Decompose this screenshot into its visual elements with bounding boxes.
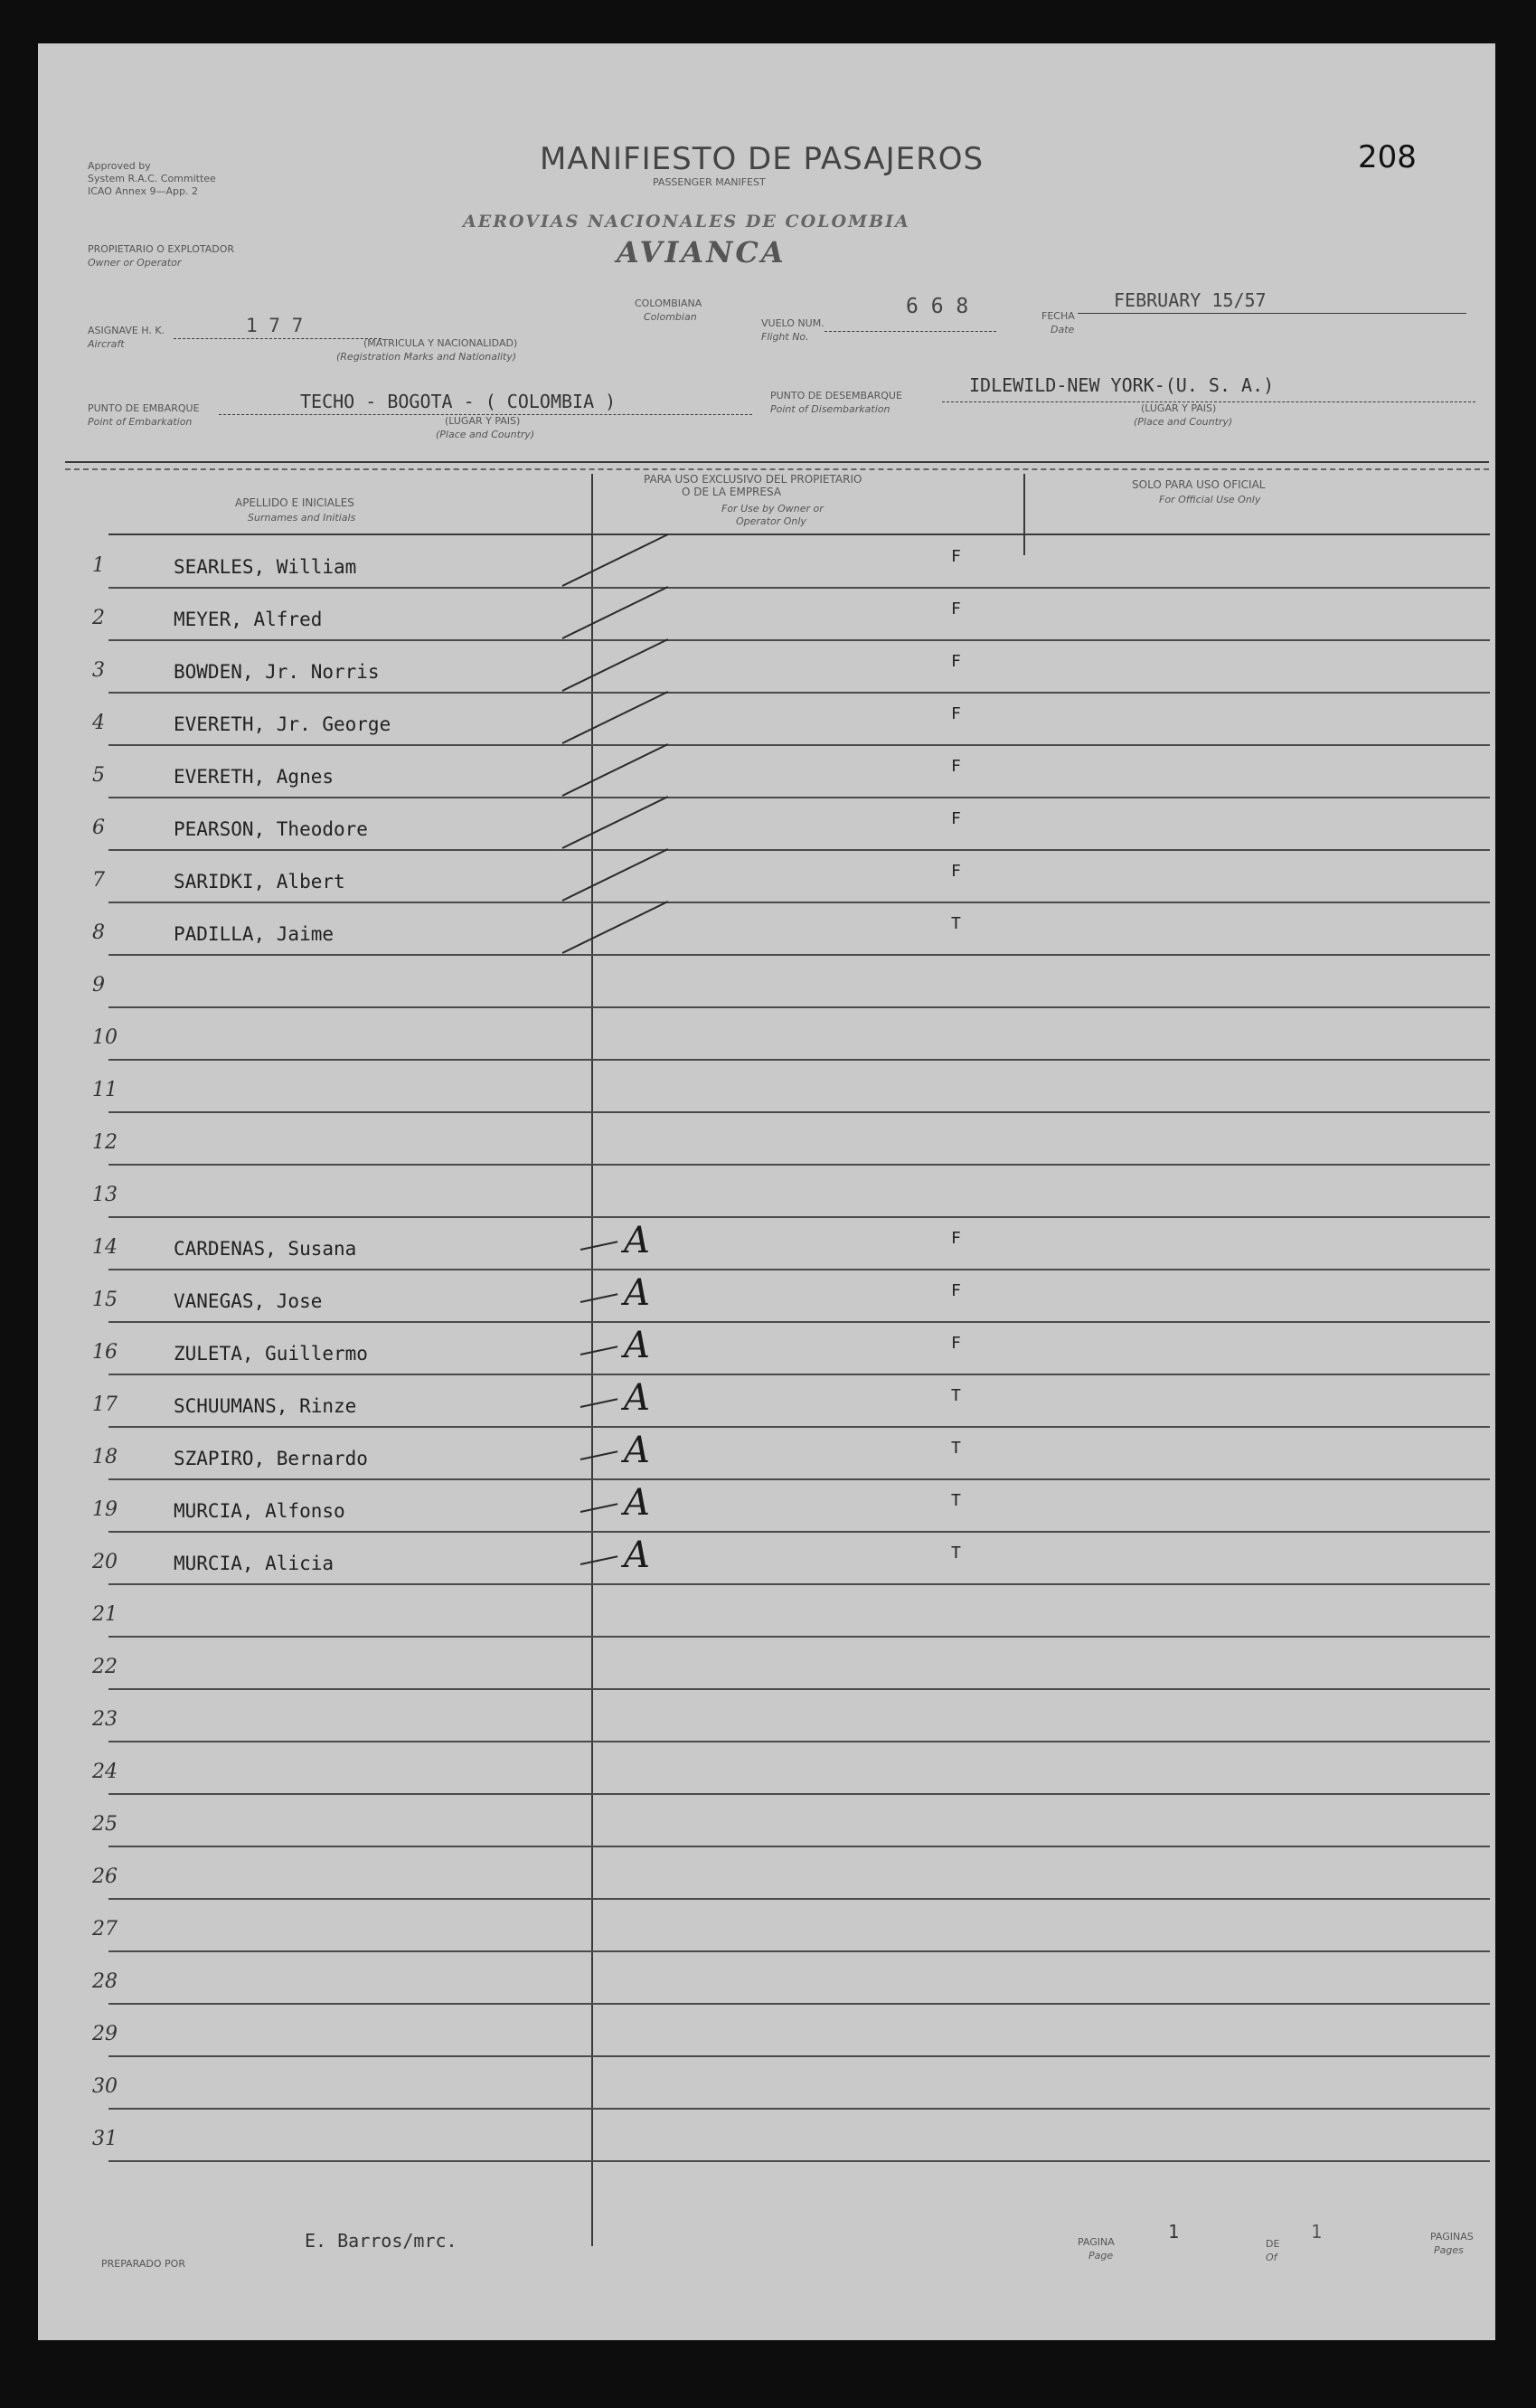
row-rule bbox=[108, 1006, 1490, 1008]
passenger-code: T bbox=[951, 1544, 961, 1563]
row-rule bbox=[108, 1793, 1490, 1795]
row-rule bbox=[108, 1846, 1490, 1847]
hand-dash-mark bbox=[580, 1346, 617, 1355]
date-label-en: Date bbox=[1051, 324, 1075, 335]
row-number: 28 bbox=[92, 1970, 118, 1993]
row-number: 2 bbox=[92, 607, 105, 629]
hand-a-mark: A bbox=[624, 1430, 650, 1471]
aircraft-label: ASIGNAVE H. K. bbox=[88, 325, 165, 336]
manifest-title-en: PASSENGER MANIFEST bbox=[653, 176, 766, 188]
row-rule bbox=[108, 2003, 1490, 2005]
hand-a-mark: A bbox=[624, 1535, 650, 1576]
row-rule bbox=[108, 1583, 1490, 1585]
row-number: 12 bbox=[92, 1131, 118, 1154]
row-number: 3 bbox=[92, 659, 105, 682]
passenger-name: SZAPIRO, Bernardo bbox=[174, 1448, 368, 1469]
hand-a-mark: A bbox=[624, 1377, 650, 1419]
approval-line-3: ICAO Annex 9—App. 2 bbox=[88, 185, 198, 197]
embark-place-label-en: (Place and Country) bbox=[436, 429, 535, 440]
passenger-code: F bbox=[951, 547, 961, 566]
row-number: 20 bbox=[92, 1551, 118, 1573]
aircraft-line bbox=[174, 338, 382, 339]
row-rule bbox=[108, 2055, 1490, 2057]
pages-label: PAGINAS bbox=[1430, 2231, 1474, 2243]
hand-dash-mark bbox=[580, 1293, 617, 1303]
of-label: DE bbox=[1266, 2238, 1280, 2250]
header-rule-dashed bbox=[65, 468, 1489, 470]
row-number: 24 bbox=[92, 1761, 118, 1783]
passenger-code: F bbox=[951, 1334, 961, 1353]
row-number: 9 bbox=[92, 974, 105, 996]
row-number: 25 bbox=[92, 1813, 118, 1836]
page-label-en: Page bbox=[1088, 2250, 1114, 2262]
row-rule bbox=[108, 1478, 1490, 1480]
row-number: 17 bbox=[92, 1393, 118, 1416]
hand-check-mark bbox=[562, 848, 669, 902]
disembark-place-label: (LUGAR Y PAIS) bbox=[1141, 402, 1217, 414]
row-number: 1 bbox=[92, 554, 105, 577]
row-number: 10 bbox=[92, 1026, 118, 1049]
hand-check-mark bbox=[562, 691, 669, 744]
hand-check-mark bbox=[562, 901, 669, 954]
row-number: 29 bbox=[92, 2023, 118, 2045]
hand-check-mark bbox=[562, 796, 669, 849]
passenger-name: EVERETH, Agnes bbox=[174, 766, 335, 788]
row-rule bbox=[108, 902, 1490, 903]
row-rule bbox=[108, 1950, 1490, 1952]
row-rule bbox=[108, 797, 1490, 798]
surname-column-header-en: Surnames and Initials bbox=[248, 512, 356, 524]
row-rule bbox=[108, 1531, 1490, 1533]
nationality-value-en: Colombian bbox=[644, 311, 697, 323]
row-rule bbox=[108, 1216, 1490, 1218]
row-rule bbox=[108, 954, 1490, 956]
embark-place-label: (LUGAR Y PAIS) bbox=[445, 415, 521, 427]
official-use-header: SOLO PARA USO OFICIAL bbox=[1132, 478, 1266, 491]
airline-full-name: AEROVIAS NACIONALES DE COLOMBIA bbox=[463, 212, 910, 231]
of-value: 1 bbox=[1311, 2221, 1323, 2243]
pages-label-en: Pages bbox=[1434, 2244, 1464, 2256]
column-divider-1 bbox=[591, 474, 593, 2246]
hand-dash-mark bbox=[580, 1241, 617, 1251]
passenger-name: CARDENAS, Susana bbox=[174, 1238, 357, 1260]
hand-check-mark bbox=[562, 534, 669, 587]
flight-label-en: Flight No. bbox=[761, 331, 809, 343]
header-rule-top bbox=[65, 461, 1489, 463]
row-number: 7 bbox=[92, 869, 105, 892]
row-number: 14 bbox=[92, 1236, 118, 1259]
passenger-code: F bbox=[951, 862, 961, 881]
passenger-code: F bbox=[951, 809, 961, 828]
page-value: 1 bbox=[1168, 2221, 1180, 2243]
row-number: 31 bbox=[92, 2128, 118, 2150]
disembark-label: PUNTO DE DESEMBARQUE bbox=[770, 390, 902, 401]
manifest-sheet bbox=[38, 43, 1495, 2340]
passenger-name: SEARLES, William bbox=[174, 556, 357, 578]
date-value: FEBRUARY 15/57 bbox=[1114, 289, 1267, 311]
hand-check-mark bbox=[562, 638, 669, 692]
owner-use-header-2: O DE LA EMPRESA bbox=[682, 486, 782, 498]
disembark-label-en: Point of Disembarkation bbox=[770, 403, 891, 415]
passenger-code: F bbox=[951, 704, 961, 723]
hand-dash-mark bbox=[580, 1555, 617, 1565]
owner-use-header-1: PARA USO EXCLUSIVO DEL PROPIETARIO bbox=[644, 473, 862, 486]
passenger-code: F bbox=[951, 600, 961, 619]
row-rule bbox=[108, 1374, 1490, 1375]
row-number: 5 bbox=[92, 764, 105, 787]
row-number: 6 bbox=[92, 817, 105, 839]
nationality-value: COLOMBIANA bbox=[635, 297, 702, 309]
prepared-by-value: E. Barros/mrc. bbox=[305, 2230, 457, 2252]
hand-dash-mark bbox=[580, 1450, 617, 1460]
row-rule bbox=[108, 1741, 1490, 1742]
owner-label-en: Owner or Operator bbox=[88, 257, 182, 269]
flight-label: VUELO NUM. bbox=[761, 317, 825, 329]
page-number: 208 bbox=[1358, 139, 1417, 175]
row-number: 16 bbox=[92, 1341, 118, 1364]
passenger-name: SCHUUMANS, Rinze bbox=[174, 1395, 357, 1417]
row-rule bbox=[108, 1898, 1490, 1900]
passenger-code: F bbox=[951, 1281, 961, 1300]
column-divider-2 bbox=[1023, 474, 1025, 555]
row-rule bbox=[108, 1426, 1490, 1428]
passenger-code: F bbox=[951, 1229, 961, 1248]
row-rule bbox=[108, 1688, 1490, 1690]
passenger-code: T bbox=[951, 1386, 961, 1405]
passenger-name: MURCIA, Alicia bbox=[174, 1553, 335, 1574]
passenger-name: MURCIA, Alfonso bbox=[174, 1500, 345, 1522]
row-rule bbox=[108, 1059, 1490, 1061]
hand-dash-mark bbox=[580, 1398, 617, 1408]
row-number: 30 bbox=[92, 2075, 118, 2098]
passenger-name: VANEGAS, Jose bbox=[174, 1290, 323, 1312]
row-number: 23 bbox=[92, 1708, 118, 1731]
aircraft-value: 1 7 7 bbox=[246, 315, 304, 336]
row-number: 22 bbox=[92, 1656, 118, 1678]
airline-name: AVIANCA bbox=[617, 235, 787, 269]
registration-label-en: (Registration Marks and Nationality) bbox=[336, 351, 517, 363]
passenger-name: ZULETA, Guillermo bbox=[174, 1343, 368, 1365]
hand-a-mark: A bbox=[624, 1325, 650, 1366]
row-number: 26 bbox=[92, 1865, 118, 1888]
row-rule bbox=[108, 744, 1490, 746]
registration-label: (MATRICULA Y NACIONALIDAD) bbox=[363, 337, 518, 349]
of-label-en: Of bbox=[1266, 2252, 1277, 2263]
row-number: 15 bbox=[92, 1289, 118, 1311]
passenger-name: PADILLA, Jaime bbox=[174, 923, 335, 945]
row-number: 11 bbox=[92, 1079, 118, 1101]
owner-use-header-en-1: For Use by Owner or bbox=[721, 503, 824, 515]
passenger-code: F bbox=[951, 757, 961, 776]
disembark-value: IDLEWILD-NEW YORK-(U. S. A.) bbox=[969, 374, 1275, 396]
row-rule bbox=[108, 1269, 1490, 1270]
row-number: 18 bbox=[92, 1446, 118, 1468]
embark-label-en: Point of Embarkation bbox=[88, 416, 193, 428]
approval-line-2: System R.A.C. Committee bbox=[88, 173, 216, 184]
manifest-title: MANIFIESTO DE PASAJEROS bbox=[540, 141, 985, 177]
flight-value: 6 6 8 bbox=[906, 295, 969, 318]
passenger-name: PEARSON, Theodore bbox=[174, 818, 368, 840]
row-number: 4 bbox=[92, 712, 105, 734]
embark-value: TECHO - BOGOTA - ( COLOMBIA ) bbox=[300, 391, 617, 412]
row-number: 19 bbox=[92, 1498, 118, 1521]
row-number: 8 bbox=[92, 921, 105, 944]
passenger-code: T bbox=[951, 1491, 961, 1510]
hand-check-mark bbox=[562, 586, 669, 639]
row-rule bbox=[108, 639, 1490, 641]
owner-label: PROPIETARIO O EXPLOTADOR bbox=[88, 243, 235, 255]
approval-line-1: Approved by bbox=[88, 160, 151, 172]
row-number: 27 bbox=[92, 1918, 118, 1941]
official-use-header-en: For Official Use Only bbox=[1159, 494, 1261, 505]
row-rule bbox=[108, 1636, 1490, 1638]
hand-a-mark: A bbox=[624, 1272, 650, 1314]
disembark-place-label-en: (Place and Country) bbox=[1134, 416, 1233, 428]
row-rule bbox=[108, 2160, 1490, 2162]
prepared-by-label: PREPARADO POR bbox=[101, 2258, 185, 2270]
row-number: 13 bbox=[92, 1184, 118, 1206]
row-rule bbox=[108, 1111, 1490, 1113]
hand-dash-mark bbox=[580, 1503, 617, 1513]
row-rule bbox=[108, 2108, 1490, 2110]
hand-check-mark bbox=[562, 743, 669, 797]
date-line bbox=[1078, 313, 1466, 314]
row-rule bbox=[108, 587, 1490, 589]
hand-a-mark: A bbox=[624, 1220, 650, 1261]
row-rule bbox=[108, 849, 1490, 851]
passenger-name: MEYER, Alfred bbox=[174, 609, 323, 630]
surname-column-header: APELLIDO E INICIALES bbox=[235, 496, 354, 509]
passenger-code: F bbox=[951, 652, 961, 671]
aircraft-label-en: Aircraft bbox=[88, 338, 125, 350]
row-rule bbox=[108, 1164, 1490, 1166]
passenger-code: T bbox=[951, 914, 961, 933]
row-rule bbox=[108, 1321, 1490, 1323]
owner-use-header-en-2: Operator Only bbox=[736, 515, 806, 527]
embark-label: PUNTO DE EMBARQUE bbox=[88, 402, 200, 414]
page-label: PAGINA bbox=[1078, 2236, 1115, 2248]
passenger-name: BOWDEN, Jr. Norris bbox=[174, 661, 380, 683]
row-number: 21 bbox=[92, 1603, 118, 1626]
column-header-bottom-rule bbox=[108, 534, 1490, 535]
passenger-name: SARIDKI, Albert bbox=[174, 871, 345, 892]
row-rule bbox=[108, 692, 1490, 694]
date-label: FECHA bbox=[1041, 310, 1075, 322]
flight-line bbox=[825, 331, 996, 332]
passenger-name: EVERETH, Jr. George bbox=[174, 713, 391, 735]
hand-a-mark: A bbox=[624, 1482, 650, 1524]
passenger-code: T bbox=[951, 1439, 961, 1458]
